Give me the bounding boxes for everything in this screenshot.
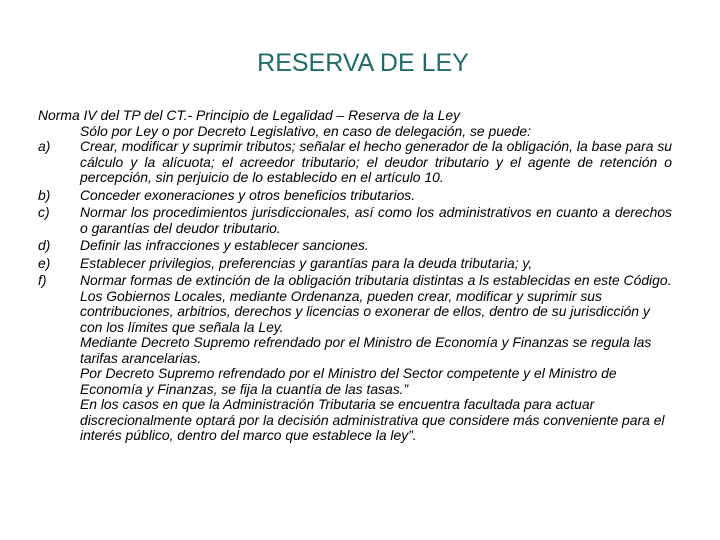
list-item [38, 238, 672, 254]
paragraph-local-governments: Los Gobiernos Locales, mediante Ordenanza, pueden crear, modificar y suprimir sus contribuciones, arbitrios, derechos y licencias o exonerar de ellos, dentro de su jurisdicción y con los límites que señala la Ley. [80, 287, 650, 335]
list-item [38, 139, 672, 186]
list-item-text: Conceder exoneraciones y otros beneficios tributarios. [80, 186, 416, 203]
norm-heading: Norma IV del TP del CT.- Principio de Legalidad – Reserva de la Ley [38, 107, 461, 123]
slide-body [38, 108, 672, 444]
list-item [38, 273, 672, 289]
list-item-marker: d) [38, 237, 51, 253]
list-item-marker: b) [38, 186, 51, 203]
list-item-text: Establecer privilegios, preferencias y garantías para la deuda tributaria; y, [80, 254, 533, 271]
list-item-text: Crear, modificar y suprimir tributos; señalar el hecho generador de la obligación, la base para su cálculo y la alícuota; el acreedor tributario; el deudor tributario y el agente de retención o percepción, sin perjuicio de lo establecido en el artículo 10. [80, 138, 672, 185]
list-item-marker: a) [38, 138, 51, 154]
list-item [38, 256, 672, 272]
list-item [38, 188, 672, 204]
list-item-text: Normar los procedimientos jurisdiccionales, así como los administrativos en cuanto a derechos o garantías del deudor tributario. [80, 204, 672, 236]
list-item-marker: f) [38, 272, 47, 288]
paragraph-fees: Por Decreto Supremo refrendado por el Ministro del Sector competente y el Ministro de Economía y Finanzas, se fija la cuantía de las tasas.” [80, 365, 617, 397]
slide-title: RESERVA DE LEY [257, 49, 469, 77]
closing-paragraphs [38, 289, 672, 444]
list-item-text: Definir las infracciones y establecer sanciones. [80, 237, 369, 253]
norm-items-list [38, 139, 672, 289]
list-item [38, 205, 672, 236]
list-item-marker: c) [38, 204, 50, 220]
list-item-text: Normar formas de extinción de la obligación tributaria distintas a ls establecidas en este Código. [80, 272, 672, 288]
list-item-marker: e) [38, 254, 51, 271]
norm-intro: Sólo por Ley o por Decreto Legislativo, en caso de delegación, se puede: [80, 122, 531, 139]
paragraph-tariffs: Mediante Decreto Supremo refrendado por el Ministro de Economía y Finanzas se regula las tarifas arancelarias. [80, 334, 652, 366]
paragraph-discretion: En los casos en que la Administración Tributaria se encuentra facultada para actuar discrecionalmente optará por la decisión administrativa que considere más conveniente para el interés público, dentro del marco que establece la ley”. [80, 396, 665, 443]
